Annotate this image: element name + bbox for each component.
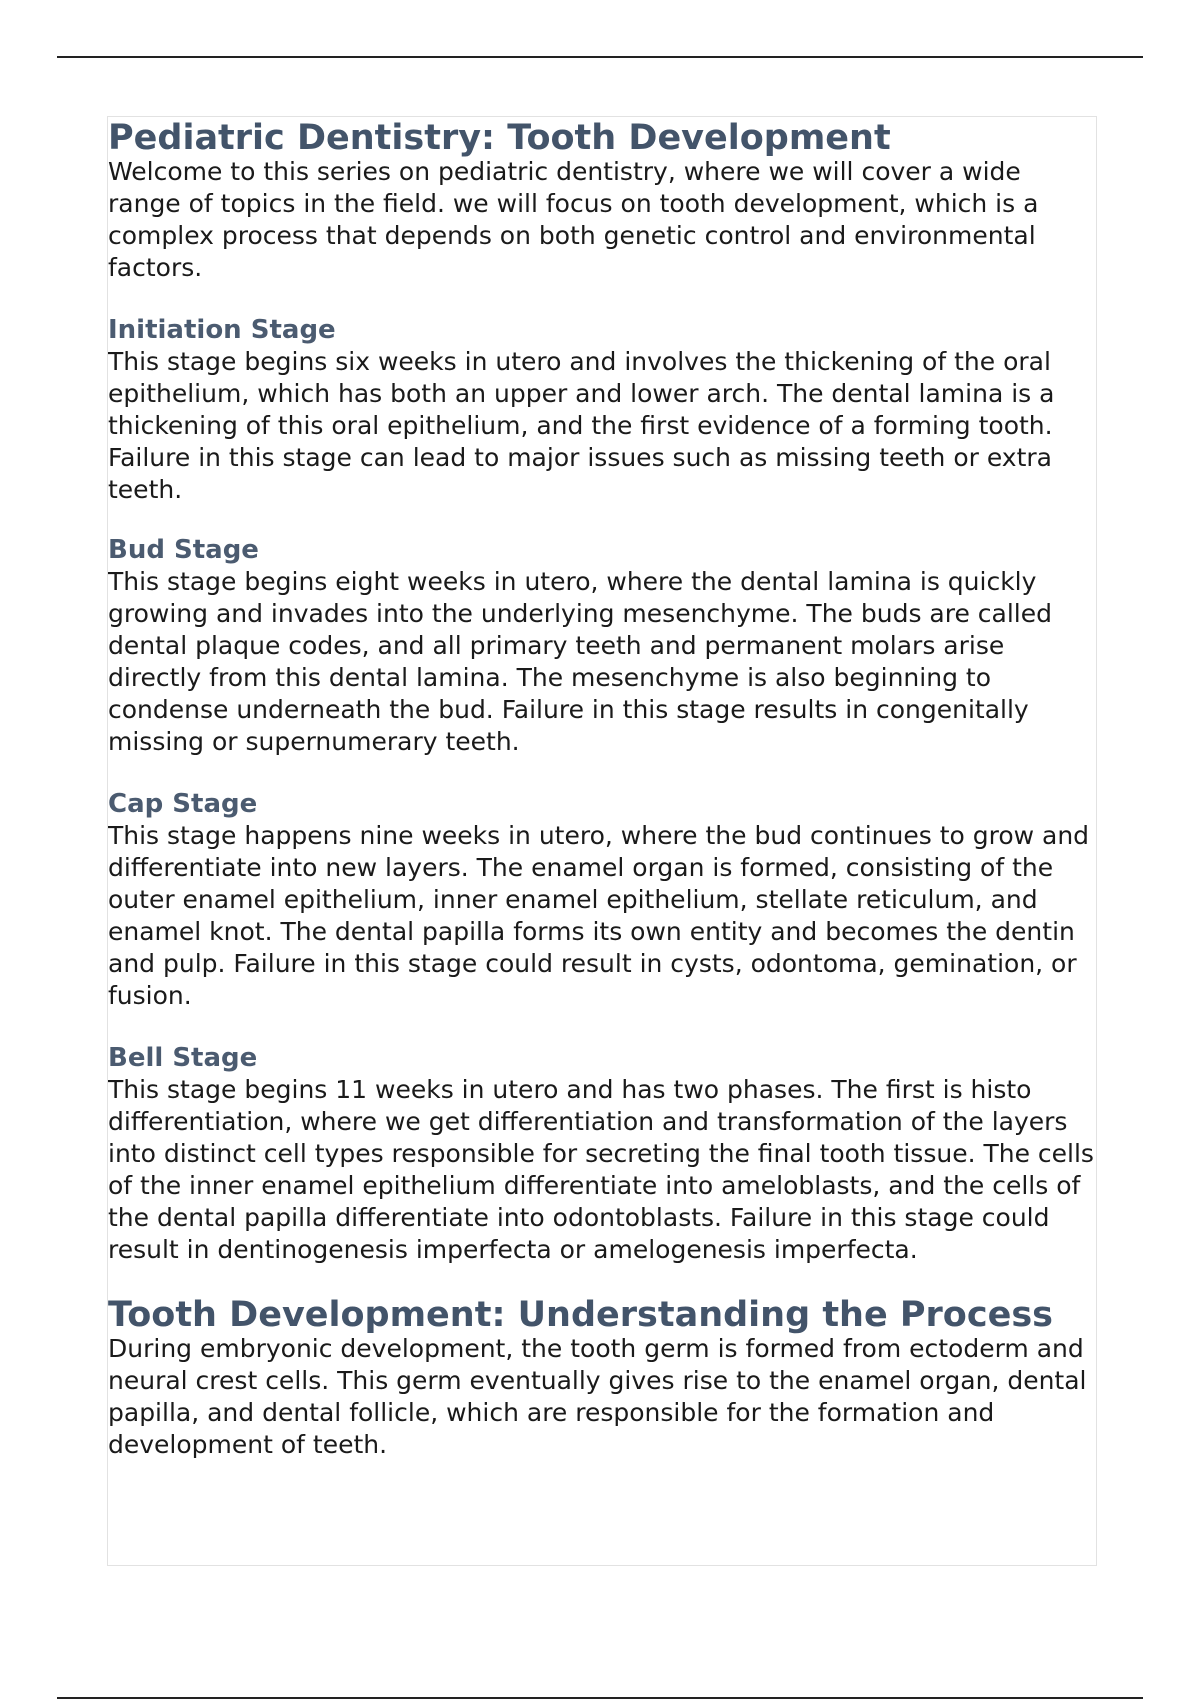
process-title: Tooth Development: Understanding the Process: [108, 1295, 1053, 1335]
section-heading: Initiation Stage: [108, 315, 336, 345]
top-rule: [57, 56, 1143, 58]
intro-paragraph: Welcome to this series on pediatric dentistry, where we will cover a wide range of topics in the field. we will focus on tooth development, which is a complex process that depends on both genetic control and environmental factors.: [108, 157, 1039, 282]
bottom-rule: [57, 1697, 1143, 1699]
section-heading: Bell Stage: [108, 1043, 258, 1073]
page-title: Pediatric Dentistry: Tooth Development: [108, 118, 891, 158]
section-body: This stage begins eight weeks in utero, where the dental lamina is quickly growing and invades into the underlying mesenchyme. The buds are called dental plaque codes, and all primary teeth and permanent molars arise directly from this dental lamina. The mesenchyme is also beginning to condense underneath the bud. Failure in this stage results in congenitally missing or supernumerary teeth.: [108, 567, 1053, 756]
section-body: This stage begins 11 weeks in utero and has two phases. The first is histo differentiation, where we get differentiation and transformation of the layers into distinct cell types responsible for secreting the final tooth tissue. The cells of the inner enamel epithelium differentiate into ameloblasts, and the cells of the dental papilla differentiate into odontoblasts. Failure in this stage could result in dentinogenesis imperfecta or amelogenesis imperfecta.: [108, 1075, 1094, 1264]
content-box: [107, 116, 1097, 1566]
section-bud-stage: [108, 534, 1096, 758]
section-cap-stage: [108, 788, 1096, 1012]
section-bell-stage: [108, 1042, 1096, 1266]
section-initiation-stage: [108, 314, 1096, 506]
process-paragraph: During embryonic development, the tooth germ is formed from ectoderm and neural crest cells. This germ eventually gives rise to the enamel organ, dental papilla, and dental follicle, which are responsible for the formation and development of teeth.: [108, 1334, 1087, 1459]
section-heading: Bud Stage: [108, 535, 259, 565]
section-heading: Cap Stage: [108, 789, 258, 819]
section-body: This stage happens nine weeks in utero, where the bud continues to grow and differentiate into new layers. The enamel organ is formed, consisting of the outer enamel epithelium, inner enamel epithelium, stellate reticulum, and enamel knot. The dental papilla forms its own entity and becomes the dentin and pulp. Failure in this stage could result in cysts, odontoma, gemination, or fusion.: [108, 821, 1090, 1010]
section-body: This stage begins six weeks in utero and involves the thickening of the oral epithelium, which has both an upper and lower arch. The dental lamina is a thickening of this oral epithelium, and the first evidence of a forming tooth. Failure in this stage can lead to major issues such as missing teeth or extra teeth.: [108, 347, 1055, 504]
